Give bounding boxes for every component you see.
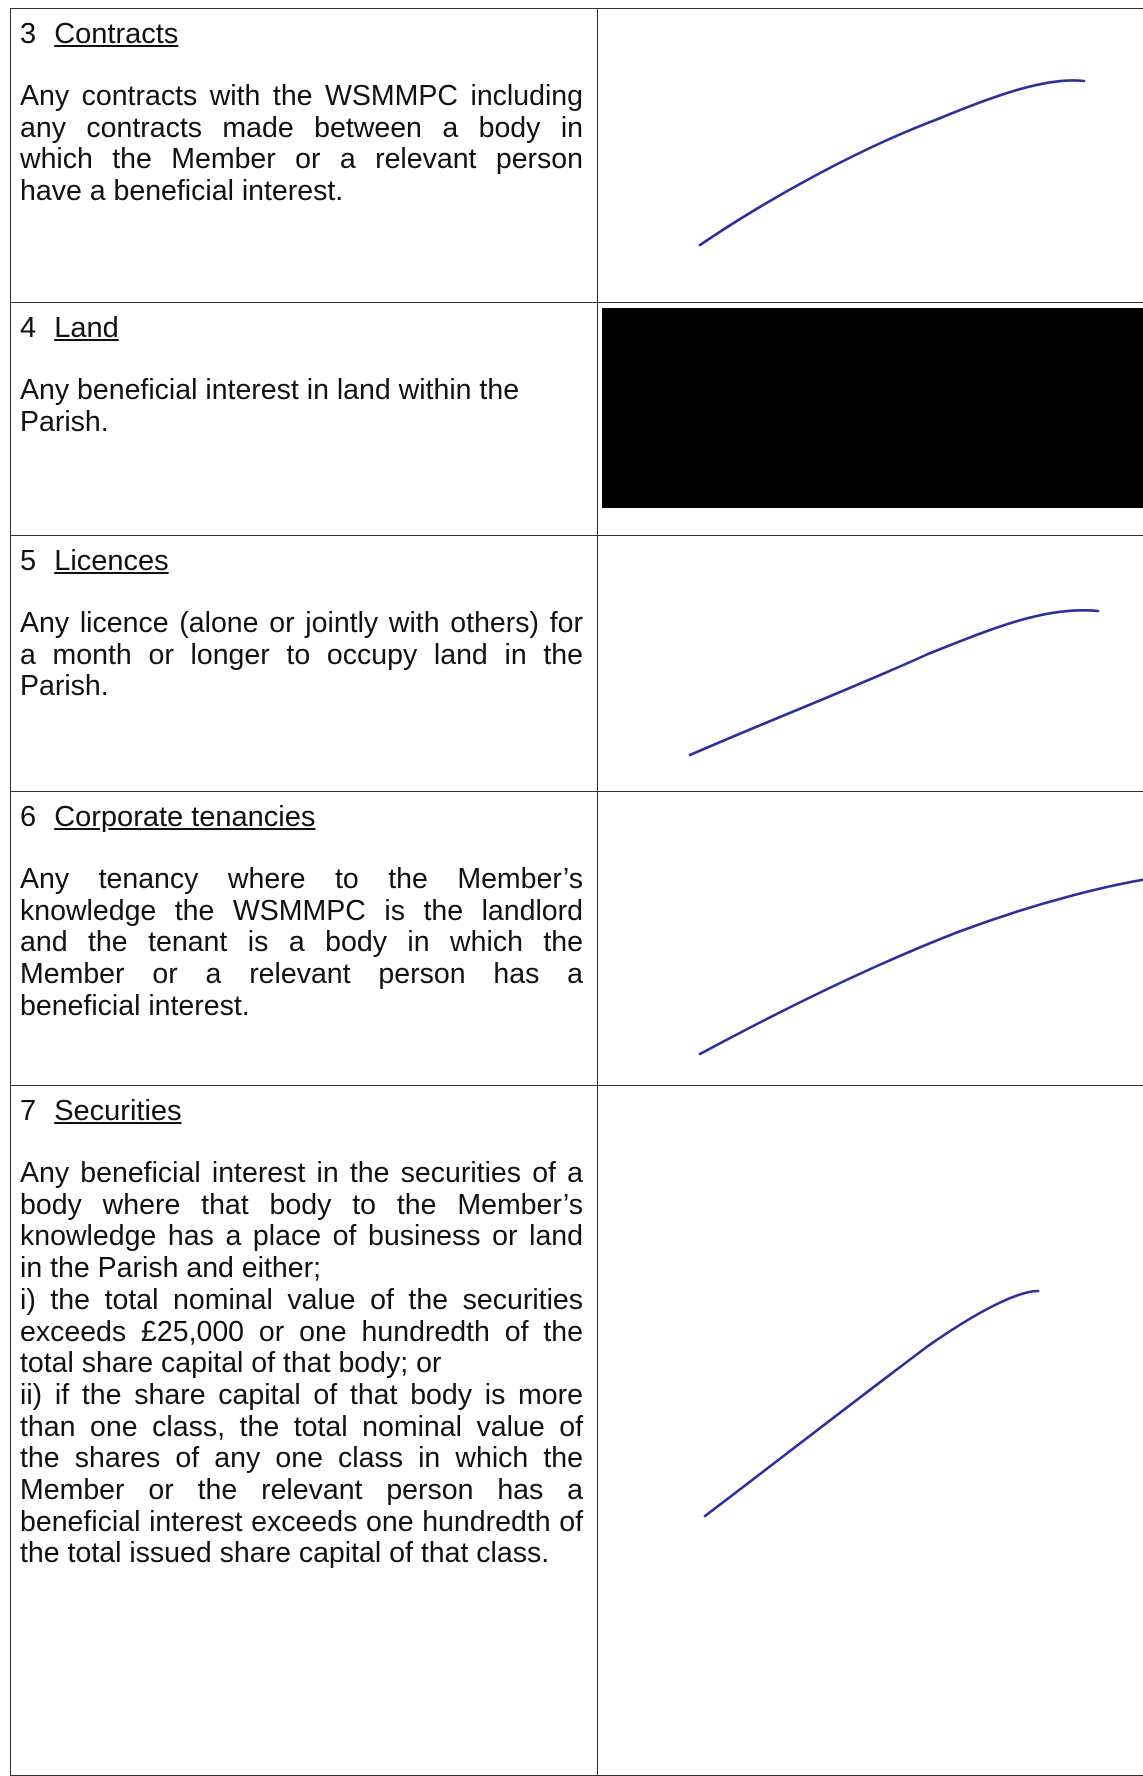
nil-stroke-mark bbox=[598, 792, 1143, 1086]
row-title: Corporate tenancies bbox=[54, 801, 315, 833]
row-title: Securities bbox=[54, 1095, 181, 1127]
table-row bbox=[11, 303, 1143, 536]
table-row bbox=[11, 9, 1143, 303]
table-row bbox=[11, 1086, 1143, 1776]
description-paragraph: Any tenancy where to the Member’s knowledge the WSMMPC is the landlord and the tenant is a body in which the Member or a relevant person has a beneficial interest. bbox=[20, 864, 583, 1023]
row-title: Contracts bbox=[54, 18, 178, 50]
row-label-cell bbox=[11, 303, 598, 536]
nil-stroke-mark bbox=[598, 1086, 1143, 1776]
row-description bbox=[20, 1158, 583, 1570]
description-paragraph: Any beneficial interest in land within the Parish. bbox=[20, 375, 583, 438]
row-title: Licences bbox=[54, 545, 168, 577]
row-heading bbox=[20, 1096, 583, 1126]
row-heading bbox=[20, 802, 583, 832]
nil-stroke-mark bbox=[598, 9, 1143, 303]
row-description bbox=[20, 608, 583, 703]
row-number: 7 bbox=[20, 1095, 36, 1127]
row-number: 3 bbox=[20, 18, 36, 50]
row-description bbox=[20, 81, 583, 208]
row-answer-cell bbox=[598, 303, 1143, 536]
row-label-cell bbox=[11, 792, 598, 1086]
row-answer-cell bbox=[598, 1086, 1143, 1776]
description-paragraph: i) the total nominal value of the securities exceeds £25,000 or one hundredth of the total share capital of that body; or bbox=[20, 1285, 583, 1380]
row-answer-cell bbox=[598, 9, 1143, 303]
redaction-box bbox=[602, 308, 1143, 508]
description-paragraph: ii) if the share capital of that body is more than one class, the total nominal value of the shares of any one class in which the Member or the relevant person has a beneficial interest exceeds one hundredth of the total issued share capital of that class. bbox=[20, 1380, 583, 1570]
row-title: Land bbox=[54, 312, 119, 344]
row-number: 4 bbox=[20, 312, 36, 344]
row-answer-cell bbox=[598, 536, 1143, 792]
row-heading bbox=[20, 19, 583, 49]
nil-stroke-mark bbox=[598, 536, 1143, 792]
row-label-cell bbox=[11, 1086, 598, 1776]
description-paragraph: Any contracts with the WSMMPC including any contracts made between a body in which the Member or a relevant person have a beneficial interest. bbox=[20, 81, 583, 208]
description-paragraph: Any beneficial interest in the securities of a body where that body to the Member’s knowledge has a place of business or land in the Parish and either; bbox=[20, 1158, 583, 1285]
row-number: 6 bbox=[20, 801, 36, 833]
interests-table bbox=[10, 8, 1143, 1776]
row-label-cell bbox=[11, 536, 598, 792]
row-label-cell bbox=[11, 9, 598, 303]
row-answer-cell bbox=[598, 792, 1143, 1086]
row-number: 5 bbox=[20, 545, 36, 577]
description-paragraph: Any licence (alone or jointly with others) for a month or longer to occupy land in the Parish. bbox=[20, 608, 583, 703]
row-heading bbox=[20, 546, 583, 576]
row-heading bbox=[20, 313, 583, 343]
row-description bbox=[20, 864, 583, 1023]
row-description bbox=[20, 375, 583, 438]
table-row bbox=[11, 536, 1143, 792]
table-row bbox=[11, 792, 1143, 1086]
